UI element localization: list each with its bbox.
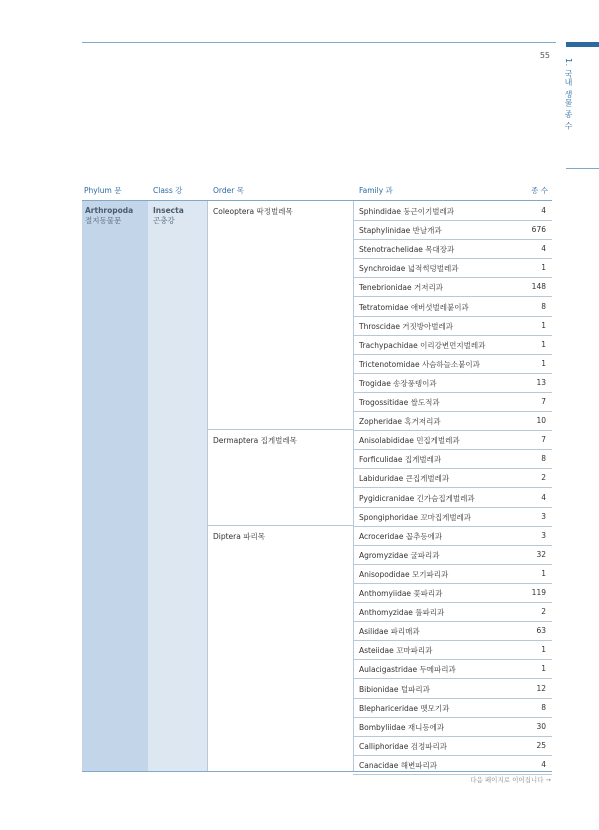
table-row [353,373,552,393]
table-row [353,316,552,336]
class-name-ko: 곤충강 [153,216,175,225]
header-phylum: Phylum 문 [84,186,122,195]
family-name: Aulacigastridae 두메파리과 [359,665,456,675]
page-number: 55 [539,51,550,60]
header-count: 종 수 [531,186,548,195]
table-row [353,277,552,297]
chapter-label: 1. 국내 생물 종 수 [564,58,573,130]
family-name: Tenebrionidae 거저리과 [359,283,443,293]
species-count: 1 [541,358,546,368]
order-name: Diptera 파리목 [213,531,265,541]
table-row [353,526,552,546]
bottom-rule [82,771,552,772]
table-row [353,736,552,756]
class-column [148,201,207,771]
family-name: Forficulidae 집게벌레과 [359,455,442,465]
table-row [353,468,552,488]
order-divider [207,525,353,526]
table-row [353,640,552,660]
family-name: Throscidae 거짓방아벌레과 [359,321,454,331]
table-row [353,545,552,565]
table-row [353,659,552,679]
species-count: 7 [541,397,546,406]
family-name: Tetratomidae 애버섯벌레붙이과 [359,302,469,312]
family-name: Trogossitidae 쌀도적과 [359,398,440,407]
continued-note: 다음 페이지로 이어집니다 → [470,776,551,784]
table-row [353,354,552,374]
phylum-name-ko: 절지동물문 [85,216,122,225]
table-row [353,392,552,412]
header-family: Family 과 [359,186,393,195]
table-row [353,602,552,622]
species-count: 4 [541,206,546,215]
table-row [353,297,552,317]
family-name: Trogidae 송장풍뎅이과 [359,378,437,388]
family-name: Anisolabididae 민집게벌레과 [359,436,460,446]
species-count: 10 [536,416,546,426]
species-count: 2 [541,607,546,617]
family-name: Synchroidae 넓적썩덩벌레과 [359,264,459,274]
species-count: 8 [541,301,546,311]
table-row [353,488,552,508]
species-count: 32 [536,549,546,559]
species-count: 63 [536,626,546,636]
table-row [353,507,552,527]
species-count: 13 [536,377,546,387]
table-row [353,239,552,259]
family-name: Anthomyiidae 꽃파리과 [359,589,443,598]
side-rule [566,168,599,169]
family-name: Zopheridae 혹거저리과 [359,417,441,427]
table-row [353,698,552,718]
family-name: Anisopodidae 모기파리과 [359,569,449,579]
family-name: Trachypachidae 이리강변먼지벌레과 [359,340,486,350]
family-name: Asteiidae 꼬마파리과 [359,646,433,656]
phylum-name-en: Arthropoda [85,206,134,215]
species-count: 1 [541,339,546,349]
table-row [353,621,552,641]
table-row [353,583,552,603]
family-name: Asilidae 파리매과 [359,627,420,637]
table-row [353,449,552,469]
species-count: 1 [541,664,546,674]
family-name: Labiduridae 큰집게벌레과 [359,474,450,484]
species-count: 119 [531,588,546,597]
table-row [353,335,552,355]
table-row [353,201,552,221]
species-count: 8 [541,702,546,712]
header-order: Order 목 [213,186,244,195]
species-count: 25 [536,740,546,750]
species-count: 1 [541,645,546,655]
species-count: 30 [536,721,546,731]
class-name-en: Insecta [153,206,184,215]
species-count: 4 [541,492,546,502]
species-count: 1 [541,320,546,330]
table-row [353,430,552,450]
family-name: Canacidae 해변파리과 [359,760,437,770]
species-count: 8 [541,454,546,464]
family-name: Trictenotomidae 사슴하늘소붙이과 [359,359,480,369]
family-name: Acroceridae 꼽추등에과 [359,531,443,541]
header-class: Class 강 [153,186,183,195]
family-name: Blephariceridae 멧모기과 [359,703,450,713]
table-row [353,258,552,278]
top-rule [82,42,556,43]
species-count: 148 [531,282,546,292]
family-name: Bombyliidae 재니등에과 [359,722,445,732]
species-count: 1 [541,263,546,273]
species-count: 7 [541,435,546,445]
family-name: Staphylinidae 반날개과 [359,226,442,236]
table-row [353,411,552,431]
table-row [353,564,552,584]
family-name: Spongiphoridae 꼬마집게벌레과 [359,512,472,522]
species-count: 3 [541,511,546,521]
species-count: 3 [541,530,546,540]
family-name: Agromyzidae 굴파리과 [359,550,440,560]
order-name: Coleoptera 딱정벌레목 [213,207,293,216]
family-name: Sphindidae 둥근이기벌레과 [359,207,455,216]
order-divider [207,429,353,430]
order-name: Dermaptera 집게벌레목 [213,436,297,446]
species-count: 12 [536,683,546,693]
table-row [353,679,552,699]
family-name: Bibionidae 털파리과 [359,684,430,694]
family-name: Anthomyzidae 풀파리과 [359,608,445,618]
table-header [82,179,552,201]
table-row [353,220,552,240]
family-name: Stenotrachelidae 목대장과 [359,245,455,255]
species-count: 676 [531,225,546,235]
table-row [353,717,552,737]
species-count: 4 [541,759,546,769]
family-name: Calliphoridae 검정파리과 [359,741,447,751]
species-count: 2 [541,473,546,483]
phylum-column [82,201,148,771]
chapter-tab [566,42,599,47]
family-name: Pygidicranidae 긴가슴집게벌레과 [359,493,475,503]
order-column-divider [207,201,208,771]
species-count: 1 [541,568,546,578]
species-count: 4 [541,244,546,254]
